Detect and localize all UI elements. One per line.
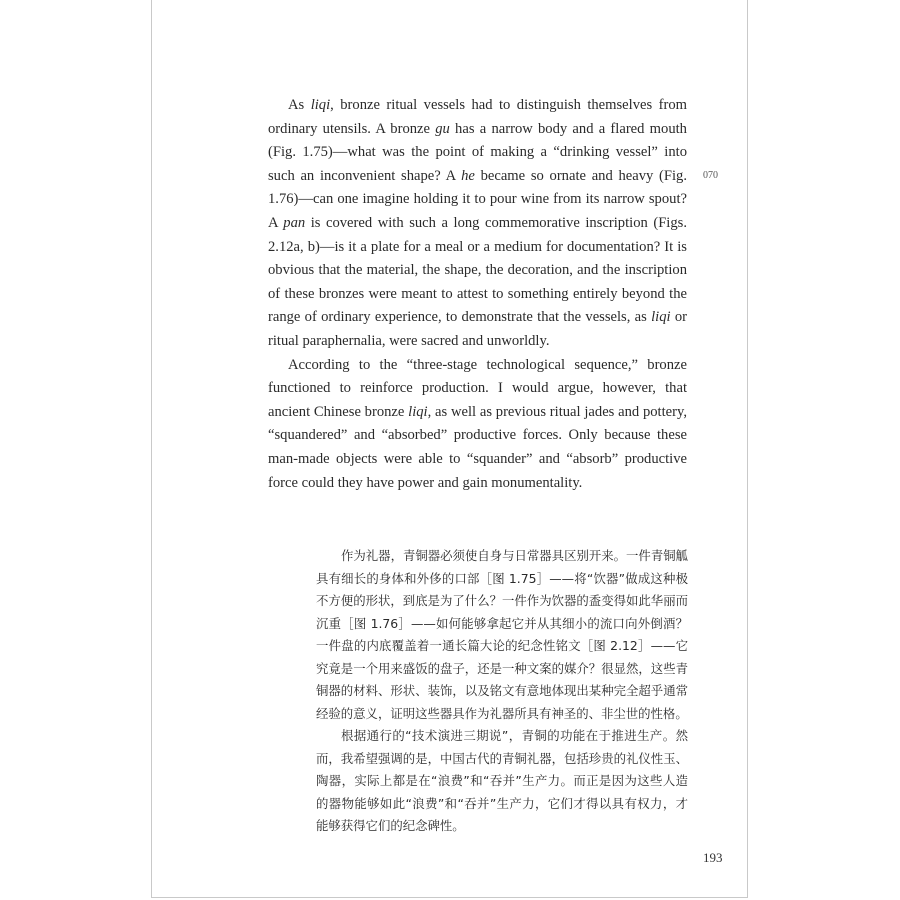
italic-term: he xyxy=(461,167,475,184)
italic-term: liqi xyxy=(408,403,428,420)
italic-term: liqi xyxy=(651,309,671,326)
italic-term: gu xyxy=(435,120,450,137)
chinese-paragraph-1: 作为礼器，青铜器必须使自身与日常器具区别开来。一件青铜觚具有细长的身体和外侈的口部［图 1.75］——将“饮器”做成这种极不方便的形状，到底是为了什么？一件作为饮器的盉变得如此华丽而沉重［图 1.76］——如何能够拿起它并从其细小的流口向外倒酒？一件盘的内底覆盖着一通长篇大论的纪念性铭文［图 2.12］——它究竟是一个用来盛饭的盘子，还是一种文案的媒介？很显然，这些青铜器的材料、形状、装饰，以及铭文有意地体现出某种完全超乎通常经验的意义，证明这些器具作为礼器所具有神圣的、非尘世的性格。 xyxy=(316,548,688,721)
chinese-text-block xyxy=(316,545,688,838)
italic-term: pan xyxy=(283,214,306,231)
chinese-paragraph-2: 根据通行的“技术演进三期说”，青铜的功能在于推进生产。然而，我希望强调的是，中国古代的青铜礼器，包括珍贵的礼仪性玉、陶器，实际上都是在“浪费”和“吞并”生产力。而正是因为这些人造的器物能够如此“浪费”和“吞并”生产力，它们才得以具有权力，才能够获得它们的纪念碑性。 xyxy=(316,728,688,833)
english-paragraph-2: According to the “three-stage technological sequence,” bronze functioned to reinforce production. I would argue, however, that ancient Chinese bronze liqi, as well as previous ritual jades and pottery, “squandered” and “absorbed” productive forces. Only because these man-made objects were able to “squander” and “absorb” productive force could they have power and gain monumentality. xyxy=(268,356,687,491)
italic-term: liqi xyxy=(310,97,331,113)
english-paragraph-1: As liqi, bronze ritual vessels had to distinguish themselves from ordinary utensils. A bronze gu has a narrow body and a flared mouth (Fig. 1.75)—what was the point of making a “drinking vessel” into such an inconvenient shape? A he became so ornate and heavy (Fig. 1.76)—can one imagine holding it to pour wine from its narrow spout? A pan is covered with such a long commemorative inscription (Figs. 2.12a, b)—is it a plate for a meal or a medium for documentation? It is obvious that the material, the shape, the decoration, and the inscription of these bronzes were meant to attest to something entirely beyond the range of ordinary experience, to demonstrate that the vessels, as liqi or ritual paraphernalia, were sacred and unworldly. xyxy=(268,97,687,349)
margin-page-reference: 070 xyxy=(703,170,718,181)
english-text-block xyxy=(268,94,687,495)
page-number: 193 xyxy=(703,850,723,865)
